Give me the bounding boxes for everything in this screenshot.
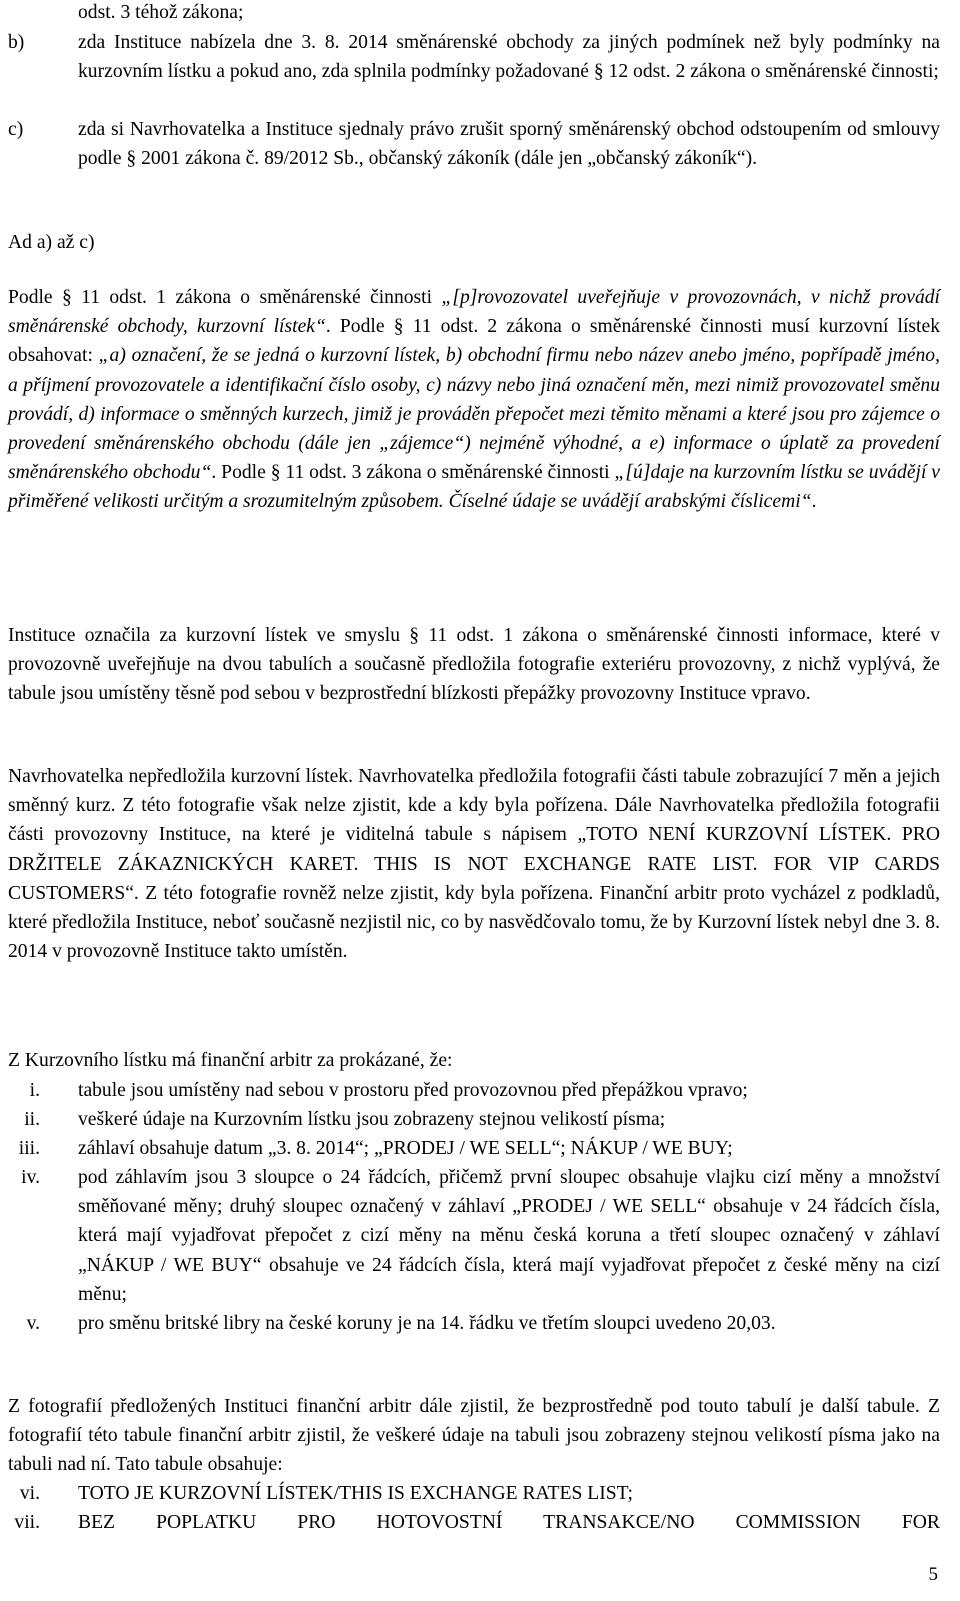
paragraph-law-citation: Podle § 11 odst. 1 zákona o směnárenské činnosti „[p]rovozovatel uveřejňuje v provozovnách, v nichž provádí směnárenské obchody, kurzovní lístek“. Podle § 11 odst. 2 zákona o směnárenské činnosti musí kurzovní lístek obsahovat: „a) označení, že se jedná o kurzovní lístek, b) obchodní firmu nebo název anebo jméno, popřípadě jméno, a příjmení provozovatele a identifikační číslo osoby, c) názvy nebo jiná označení měn, mezi nimiž provozovatel směnu provádí, d) informace o směnných kurzech, jimiž je prováděn přepočet mezi těmito měnami a které jsou pro zájemce o provedení směnárenského obchodu (dále jen „zájemce“) nejméně výhodné, a e) informace o úplatě za provedení směnárenského obchodu“. Podle § 11 odst. 3 zákona o směnárenské činnosti „[ú]daje na kurzovním lístku se uvádějí v přiměřené velikosti určitým a srozumitelným způsobem. Číselné údaje se uvádějí arabskými číslicemi“. [8,287,941,513]
list-marker: vi. [19,1483,40,1504]
list-marker: c) [8,119,24,140]
list-text: záhlaví obsahuje datum „3. 8. 2014“; „PRODEJ / WE SELL“; NÁKUP / WE BUY; [78,1138,733,1159]
list-item-vi [8,1479,940,1508]
paragraph-second-board: Z fotografií předložených Instituci finanční arbitr dále zjistil, že bezprostředně pod touto tabulí je další tabule. Z fotografií této tabule finanční arbitr zjistil, že veškeré údaje na tabuli jsou zobrazeny stejnou velikostí písma jako na tabuli nad ní. Tato tabule obsahuje: [8,1396,940,1476]
list-item-c [8,115,940,173]
list-text: TOTO JE KURZOVNÍ LÍSTEK/THIS IS EXCHANGE RATES LIST; [78,1483,633,1504]
list-marker: i. [29,1080,40,1101]
list-text: veškeré údaje na Kurzovním lístku jsou zobrazeny stejnou velikostí písma; [78,1109,666,1130]
list-text: pod záhlavím jsou 3 sloupce o 24 řádcích, přičemž první sloupec obsahuje vlajku cizí měny a množství směňované měny; druhý sloupec označený v záhlaví „PRODEJ / WE SELL“ obsahuje v 24 řádcích čísla, která mají vyjadřovat přepočet z cizí měny na měnu česká koruna a třetí sloupec označený v záhlaví „NÁKUP / WE BUY“ obsahuje ve 24 řádcích čísla, která mají vyjadřovat přepočet z české měny na cizí měnu; [78,1167,940,1305]
list-marker: iv. [21,1167,40,1188]
paragraph-findings-intro: Z Kurzovního lístku má finanční arbitr za prokázané, že: [8,1050,453,1071]
list-marker: ii. [24,1109,40,1130]
list-marker: b) [8,32,25,53]
list-text: BEZ POPLATKU PRO HOTOVOSTNÍ TRANSAKCE/NO COMMISSION FOR [78,1512,940,1533]
list-item-b [8,28,940,86]
list-item-iii [8,1134,940,1163]
list-marker: vii. [14,1512,40,1533]
list-item-vii [8,1508,940,1537]
list-marker: iii. [18,1138,40,1159]
list-marker: v. [26,1313,40,1334]
top-line: odst. 3 téhož zákona; [78,2,244,23]
paragraph-institution: Instituce označila za kurzovní lístek ve smyslu § 11 odst. 1 zákona o směnárenské činnosti informace, které v provozovně uveřejňuje na dvou tabulích a současně předložila fotografie exteriéru provozovny, z nichž vyplývá, že tabule jsou umístěny těsně pod sebou v bezprostřední blízkosti přepážky provozovny Instituce vpravo. [8,625,940,705]
list-item-v [8,1309,940,1338]
list-item-iv [8,1163,940,1309]
list-text: zda Instituce nabízela dne 3. 8. 2014 směnárenské obchody za jiných podmínek než byly podmínky na kurzovním lístku a pokud ano, zda splnila podmínky požadované § 12 odst. 2 zákona o směnárenské činnosti; [78,32,940,83]
list-text: zda si Navrhovatelka a Instituce sjednaly právo zrušit sporný směnárenský obchod odstoupením od smlouvy podle § 2001 zákona č. 89/2012 Sb., občanský zákoník (dále jen „občanský zákoník“). [78,119,940,170]
list-text: tabule jsou umístěny nad sebou v prostoru před provozovnou před přepážkou vpravo; [78,1080,748,1101]
section-heading: Ad a) až c) [8,232,95,253]
page-number: 5 [928,1564,938,1585]
list-text: pro směnu britské libry na české koruny je na 14. řádku ve třetím sloupci uvedeno 20,03. [78,1313,776,1334]
list-item-i [8,1076,940,1105]
paragraph-applicant: Navrhovatelka nepředložila kurzovní lístek. Navrhovatelka předložila fotografii části tabule zobrazující 7 měn a jejich směnný kurz. Z této fotografie však nelze zjistit, kde a kdy byla pořízena. Dále Navrhovatelka předložila fotografii části provozovny Instituce, na které je viditelná tabule s nápisem „TOTO NENÍ KURZOVNÍ LÍSTEK. PRO DRŽITELE ZÁKAZNICKÝCH KARET. THIS IS NOT EXCHANGE RATE LIST. FOR VIP CARDS CUSTOMERS“. Z této fotografie rovněž nelze zjistit, kdy byla pořízena. Finanční arbitr proto vycházel z podkladů, které předložila Instituce, neboť současně nezjistil nic, co by nasvědčovalo tomu, že by Kurzovní lístek nebyl dne 3. 8. 2014 v provozovně Instituce takto umístěn. [8,766,940,963]
list-item-ii [8,1105,940,1134]
